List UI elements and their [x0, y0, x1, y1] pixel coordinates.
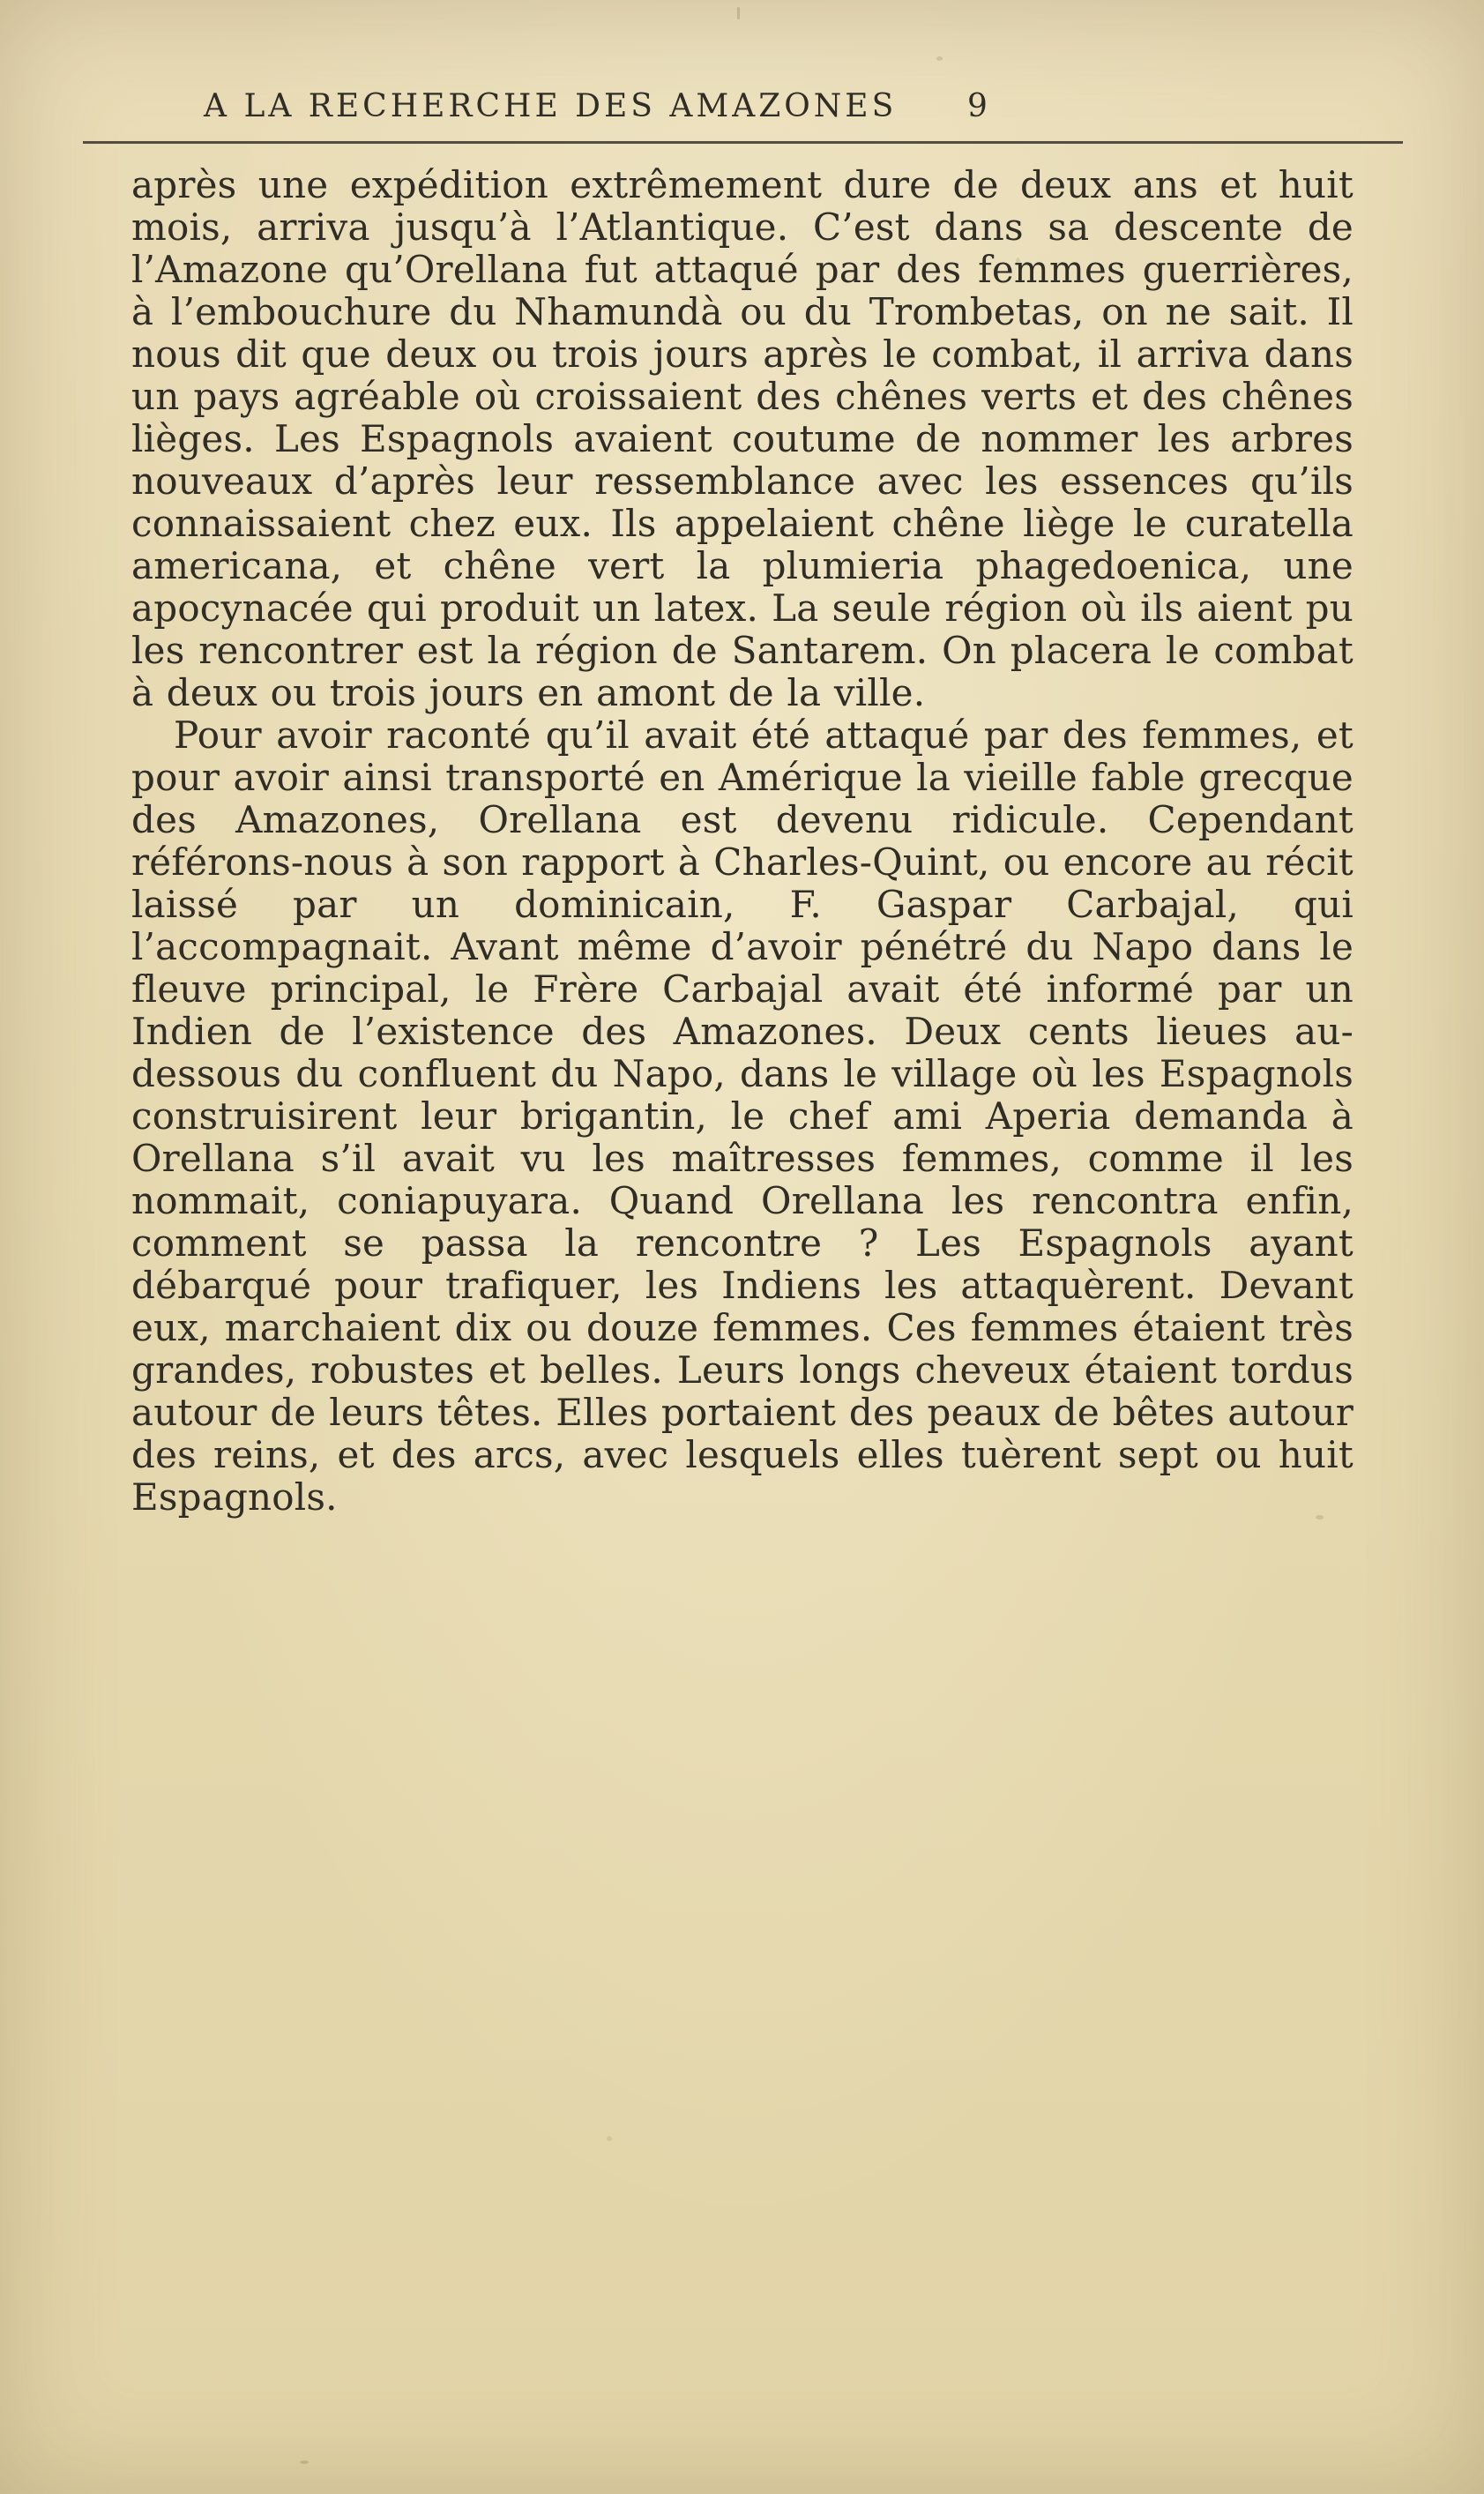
- paper-speckle: [300, 2460, 309, 2464]
- header-rule: [83, 141, 1403, 144]
- paragraph: après une expédition extrêmement dure de deux ans et huit mois, arriva jusqu’à l’Atlantique. C’est dans sa descente de l’Amazone qu’Orellana fut attaqué par des femmes guerrières, à l’embouchure du Nhamundà ou du Trombetas, on ne sait. Il nous dit que deux ou trois jours après le combat, il arriva dans un pays agréable où croissaient des chênes verts et des chênes lièges. Les Espagnols avaient coutume de nommer les arbres nouveaux d’après leur ressemblance avec les essences qu’ils connaissaient chez eux. Ils appelaient chêne liège le curatella americana, et chêne vert la plumieria phagedoenica, une apocynacée qui produit un latex. La seule région où ils aient pu les rencontrer est la région de Santarem. On placera le combat à deux ou trois jours en amont de la ville.: [131, 163, 1353, 714]
- running-header-title: A LA RECHERCHE DES AMAZONES: [204, 88, 898, 124]
- paper-speckle: [607, 2136, 612, 2141]
- text-block: [131, 164, 1353, 1519]
- running-header: [131, 88, 1353, 134]
- page-number: 9: [967, 88, 988, 124]
- paper-speckle: [737, 7, 740, 19]
- paper-speckle: [936, 56, 943, 61]
- paragraph: Pour avoir raconté qu’il avait été attaqué par des femmes, et pour avoir ainsi transporté en Amérique la vieille fable grecque des Amazones, Orellana est devenu ridicule. Cependant référons-nous à son rapport à Charles-Quint, ou encore au récit laissé par un dominicain, F. Gaspar Carbajal, qui l’accompagnait. Avant même d’avoir pénétré du Napo dans le fleuve principal, le Frère Carbajal avait été informé par un Indien de l’existence des Amazones. Deux cents lieues au-dessous du confluent du Napo, dans le village où les Espagnols construisirent leur brigantin, le chef ami Aperia demanda à Orellana s’il avait vu les maîtresses femmes, comme il les nommait, coniapuyara. Quand Orellana les rencontra enfin, comment se passa la rencontre ? Les Espagnols ayant débarqué pour trafiquer, les Indiens les attaquèrent. Devant eux, marchaient dix ou douze femmes. Ces femmes étaient très grandes, robustes et belles. Leurs longs cheveux étaient tordus autour de leurs têtes. Elles portaient des peaux de bêtes autour des reins, et des arcs, avec lesquels elles tuèrent sept ou huit Espagnols.: [131, 713, 1353, 1519]
